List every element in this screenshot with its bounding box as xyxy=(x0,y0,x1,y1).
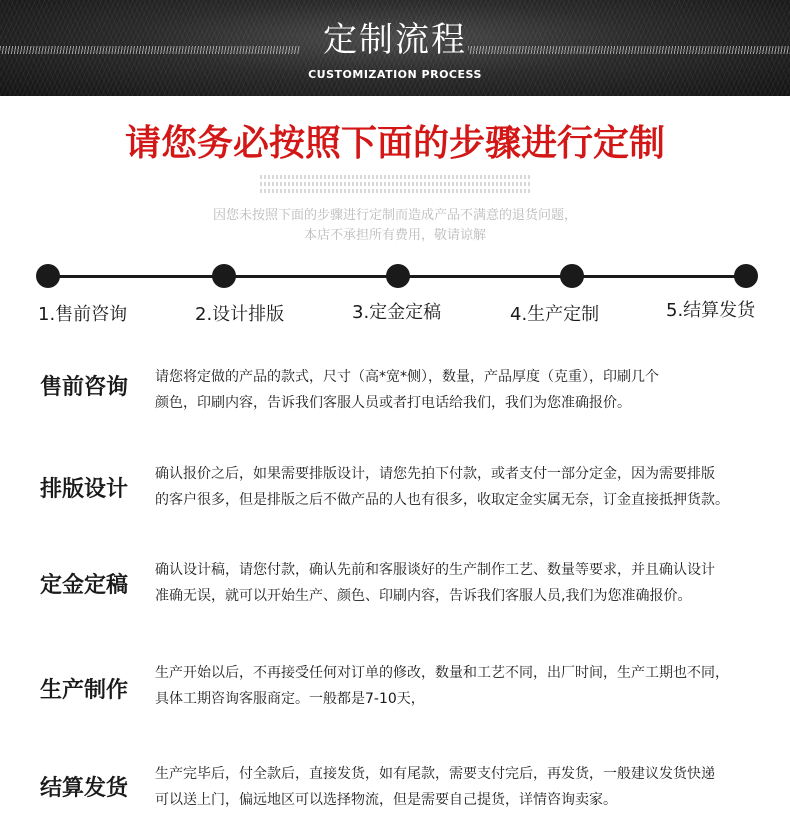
timeline-dot-4 xyxy=(560,264,584,288)
section-line: 颜色，印刷内容，告诉我们客服人员或者打电话给我们，我们为您准确报价。 xyxy=(155,395,631,411)
page-headline: 请您务必按照下面的步骤进行定制 xyxy=(124,123,665,164)
section-line: 可以送上门，偏远地区可以选择物流，但是需要自己提货，详情咨询卖家。 xyxy=(155,792,617,808)
section-line: 请您将定做的产品的款式，尺寸（高*宽*侧），数量，产品厚度（克重），印刷几个 xyxy=(155,369,659,385)
decorative-faint-text xyxy=(260,172,530,196)
section-title-design: 排版设计 xyxy=(40,477,129,502)
section-text-deposit xyxy=(155,557,775,609)
step-label-4: 4.生产定制 xyxy=(510,304,600,325)
section-line: 生产完毕后，付全款后，直接发货，如有尾款，需要支付完后，再发货，一般建议发货快递 xyxy=(155,766,715,782)
section-text-consult xyxy=(155,364,775,416)
section-line: 的客户很多，但是排版之后不做产品的人也有很多，收取定金实属无奈，订金直接抵押货款。 xyxy=(155,492,729,508)
section-title-production: 生产制作 xyxy=(40,678,129,703)
banner-title: 定制流程 xyxy=(323,20,467,60)
section-title-consult: 售前咨询 xyxy=(40,375,129,400)
step-label-1: 1.售前咨询 xyxy=(38,304,128,325)
section-line: 具体工期咨询客服商定。一般都是7-10天， xyxy=(155,691,425,707)
header-banner xyxy=(0,0,790,96)
section-title-deposit: 定金定稿 xyxy=(40,573,129,598)
timeline-dot-5 xyxy=(734,264,758,288)
timeline-dot-3 xyxy=(386,264,410,288)
section-text-production xyxy=(155,660,775,712)
step-label-3: 3.定金定稿 xyxy=(352,302,442,323)
section-line: 生产开始以后，不再接受任何对订单的修改，数量和工艺不同，出厂时间，生产工期也不同， xyxy=(155,665,729,681)
section-title-shipping: 结算发货 xyxy=(40,776,129,801)
banner-subtitle: CUSTOMIZATION PROCESS xyxy=(308,68,482,81)
section-text-shipping xyxy=(155,761,775,813)
notice-line-1: 因您未按照下面的步骤进行定制而造成产品不满意的退货问题， xyxy=(212,208,577,223)
step-label-2: 2.设计排版 xyxy=(195,304,285,325)
section-line: 确认报价之后，如果需要排版设计，请您先拍下付款，或者支付一部分定金，因为需要排版 xyxy=(155,466,715,482)
notice-text xyxy=(0,206,790,246)
timeline-dot-2 xyxy=(212,264,236,288)
section-line: 准确无误，就可以开始生产、颜色、印刷内容，告诉我们客服人员,我们为您准确报价。 xyxy=(155,588,692,604)
timeline-dot-1 xyxy=(36,264,60,288)
notice-line-2: 本店不承担所有费用，敬请谅解 xyxy=(303,228,486,243)
section-text-design xyxy=(155,461,775,513)
step-label-5: 5.结算发货 xyxy=(666,300,756,321)
section-line: 确认设计稿，请您付款，确认先前和客服谈好的生产制作工艺、数量等要求，并且确认设计 xyxy=(155,562,715,578)
